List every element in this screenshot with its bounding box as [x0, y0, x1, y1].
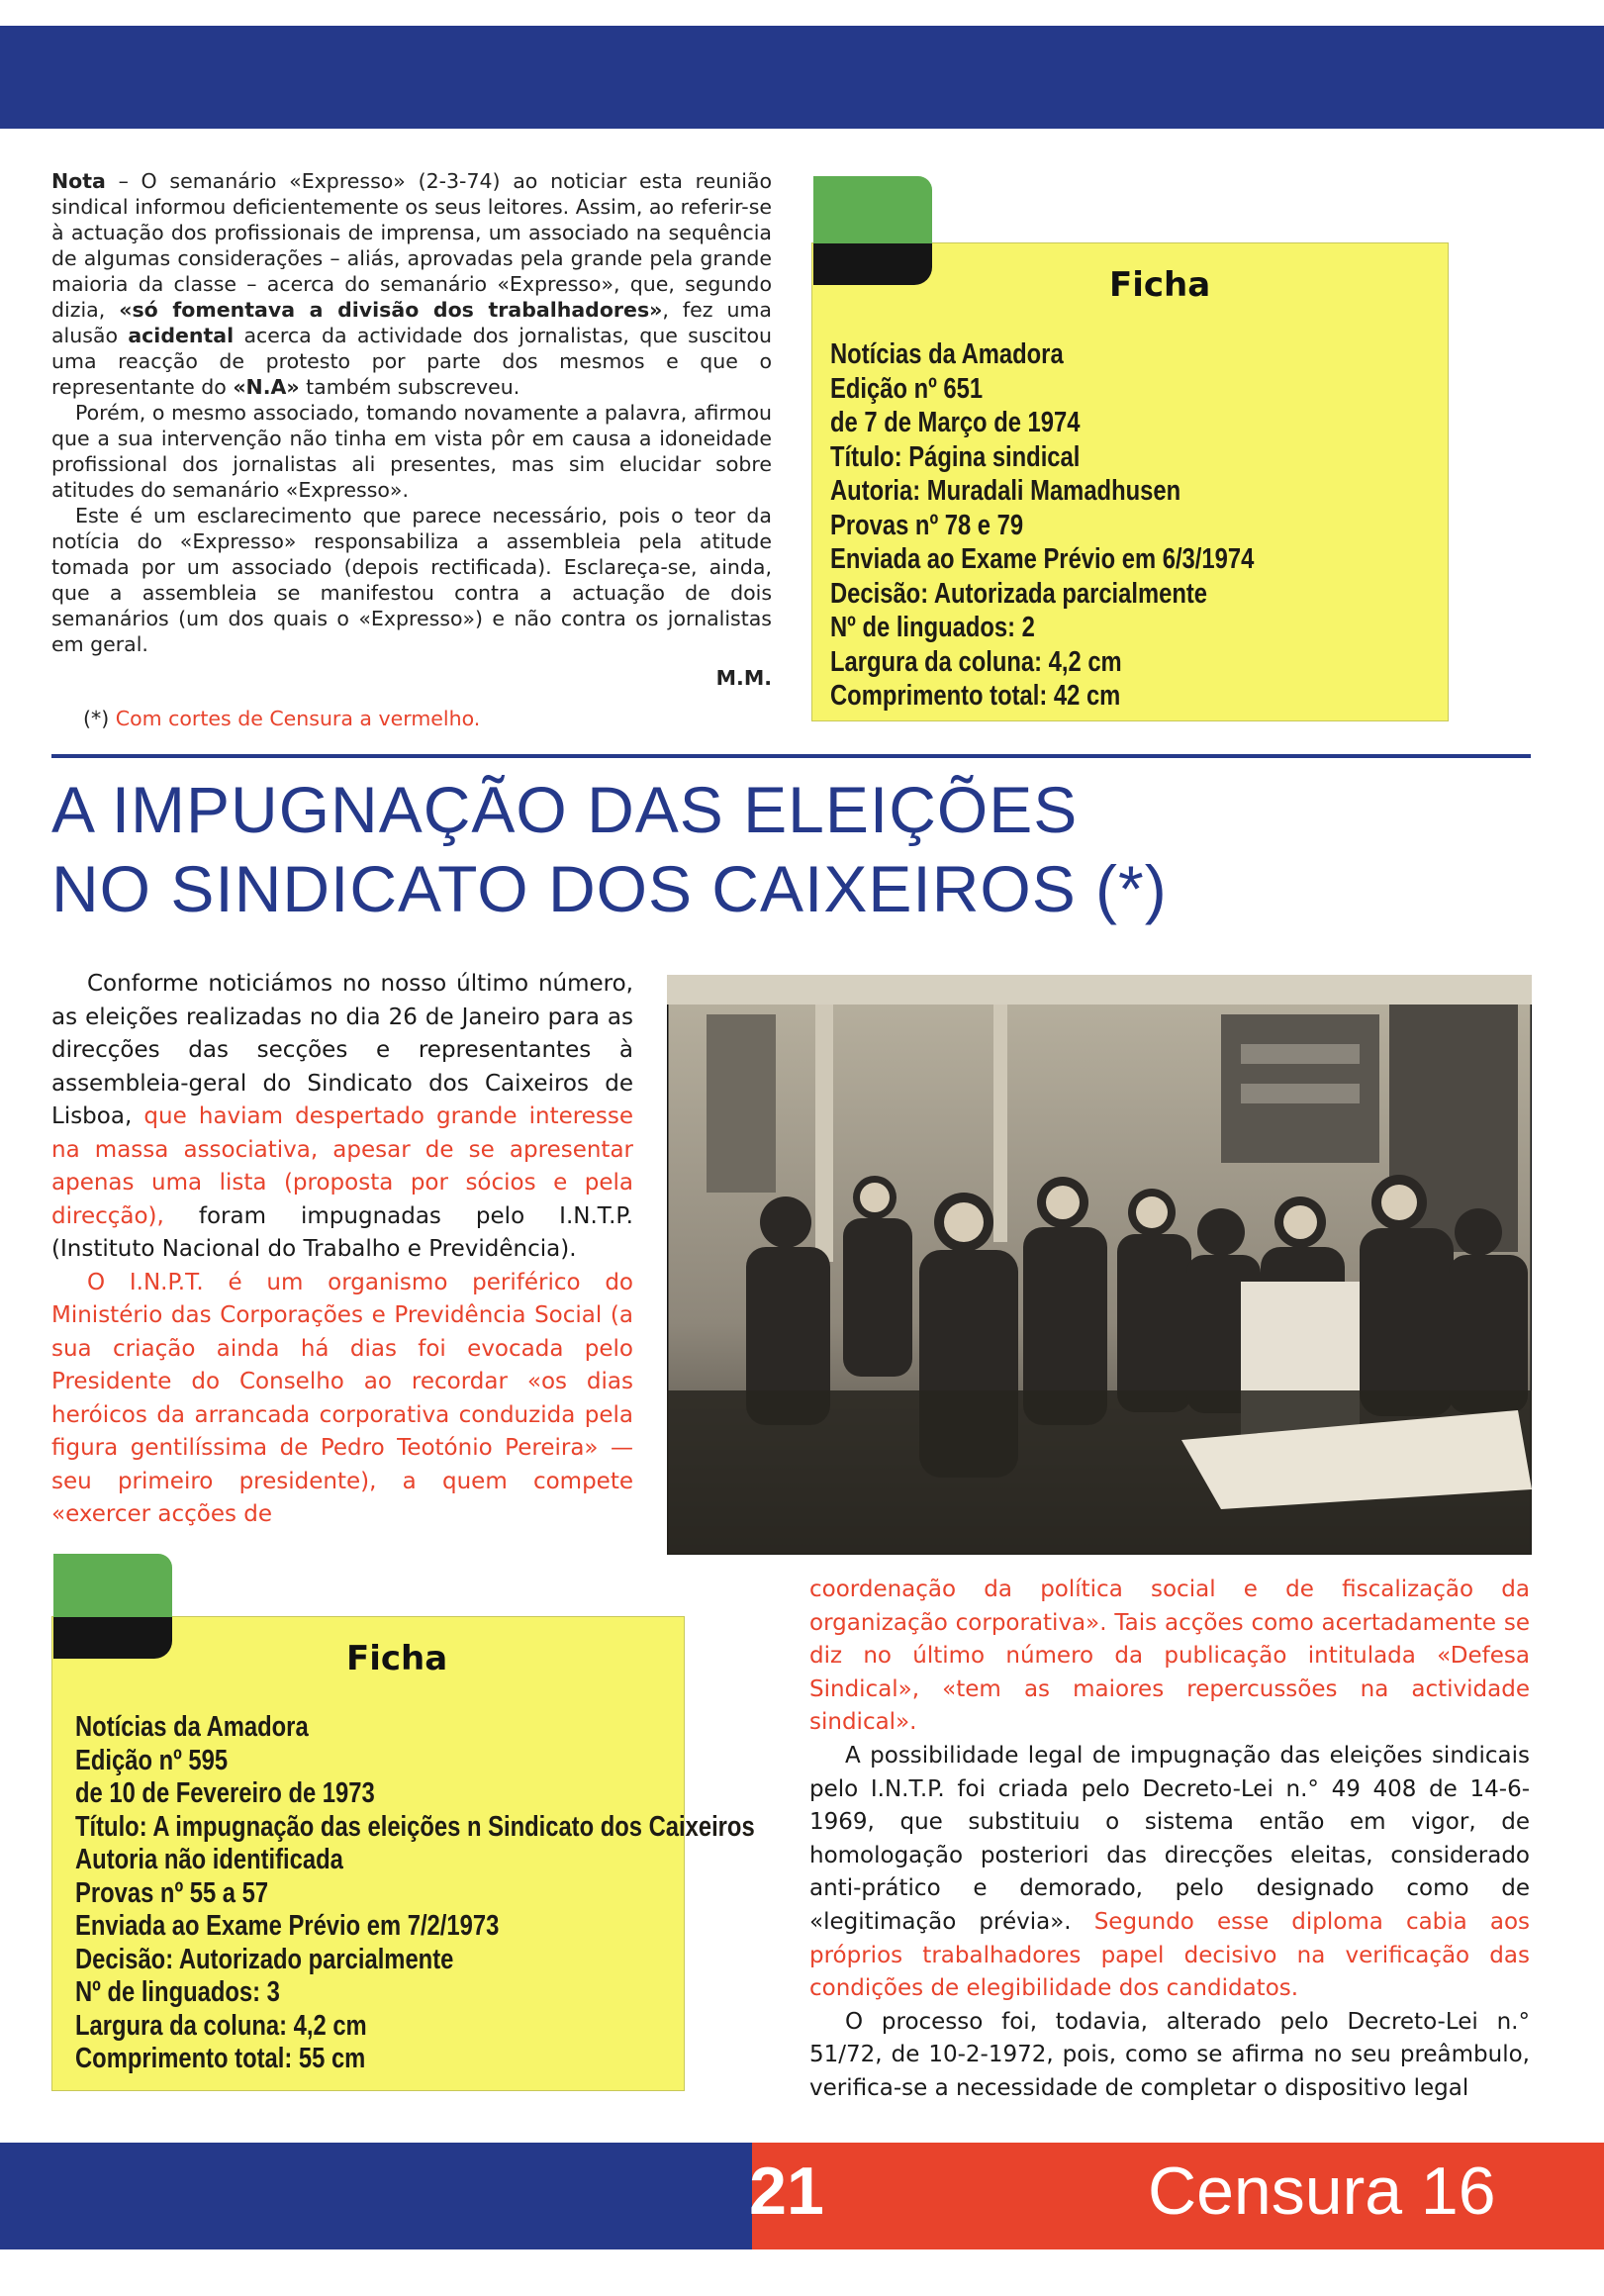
page-footer: [0, 2143, 1604, 2249]
ficha-line: Largura da coluna: 4,2 cm: [830, 645, 1122, 678]
ficha-line: Enviada ao Exame Prévio em 6/3/1974: [830, 543, 1255, 575]
article-column-1: [51, 968, 633, 1532]
ficha-tab-black: [813, 243, 932, 285]
ficha-line: Comprimento total: 42 cm: [830, 680, 1121, 712]
ficha-line: Título: A impugnação das eleições n Sindicato dos Caixeiros: [75, 1810, 755, 1843]
ficha-box-2: [51, 1616, 755, 2091]
ficha-line: Provas nº 78 e 79: [830, 509, 1024, 541]
article-headline: A IMPUGNAÇÃO DAS ELEIÇÕES NO SINDICATO DOS CAIXEIROS (*): [51, 773, 1168, 925]
union-assembly-photo: [667, 975, 1532, 1555]
ficha-details: [75, 1711, 903, 2076]
ficha-line: Provas nº 55 a 57: [75, 1876, 269, 1909]
ficha-line: Enviada ao Exame Prévio em 7/2/1973: [75, 1910, 500, 1942]
ficha-tab-green: [53, 1554, 172, 1617]
ficha-title: Ficha: [346, 1639, 448, 1678]
ficha-line: de 10 de Fevereiro de 1973: [75, 1777, 375, 1809]
ficha-line: Edição nº 651: [830, 372, 984, 405]
note-paragraph-2: Porém, o mesmo associado, tomando novamente a palavra, afirmou que a sua intervenção não tinha em vista pôr em causa a idoneidade profissional dos jornalistas ali presentes, mas sim elucidar sobre atitudes do semanário «Expresso».: [51, 401, 772, 502]
note-paragraph-1: Nota – O semanário «Expresso» (2-3-74) ao noticiar esta reunião sindical informou deficientemente os seus leitores. Assim, ao referir-se à actuação dos profissionais de imprensa, um associado na sequência de algumas considerações – aliás, aprovadas pela grande pela grande maioria da classe – acerca do semanário «Expresso», que, segundo dizia, «só fomentava a divisão dos trabalhadores», fez uma alusão acidental acerca da actividade dos jornalistas, que suscitou uma reacção de protesto por parte dos mesmos e que o representante do «N.A» também subscreveu.: [51, 169, 772, 399]
top-color-bar: [0, 26, 1604, 129]
ficha-line: Largura da coluna: 4,2 cm: [75, 2009, 367, 2042]
ficha-line: Nº de linguados: 2: [830, 612, 1035, 643]
ficha-line: de 7 de Março de 1974: [830, 407, 1081, 438]
ficha-title: Ficha: [1109, 265, 1211, 305]
ficha-line: Edição nº 595: [75, 1744, 229, 1776]
article-paragraph-1: Conforme noticiámos no nosso último número, as eleições realizadas no dia 26 de Janeiro para as direcções das secções e representantes à assembleia-geral do Sindicato dos Caixeiros de Lisboa, que haviam despertado grande interesse na massa associativa, apesar de se apresentar apenas uma lista (proposta por sócios e pela direcção), foram impugnadas pelo I.N.T.P. (Instituto Nacional do Trabalho e Previdência).: [51, 971, 634, 1262]
censorship-footnote: (*) Com cortes de Censura a vermelho.: [83, 707, 481, 730]
article-paragraph-2: O I.N.P.T. é um organismo periférico do Ministério das Corporações e Previdência Social (a sua criação ainda há dias foi evocada pelo Presidente do Conselho ao recordar «os dias heróicos da arrancada corporativa conduzida pela figura gentilíssima de Pedro Teotónio Pereira» — seu primeiro presidente), a quem compete «exercer acções de: [51, 1269, 633, 1527]
ficha-line: Autoria não identificada: [75, 1844, 343, 1875]
page-number: 21: [749, 2153, 824, 2229]
ficha-tab-green: [813, 176, 932, 243]
article-paragraph-3: A possibilidade legal de impugnação das eleições sindicais pelo I.N.T.P. foi criada pelo Decreto-Lei n.° 49 408 de 14-6-1969, que substituiu o sistema então em vigor, de homologação posteriori das direcções eleitas, considerado anti-prático e demorado, pelo designado como de «legitimação prévia». Segundo esse diploma cabia aos próprios trabalhadores papel decisivo na verificação das condições de elegibilidade dos candidatos.: [809, 1742, 1531, 2002]
note-paragraph-3: Este é um esclarecimento que parece necessário, pois o teor da notícia do «Expresso» responsabiliza a assembleia pela atitude tomada por um associado (depois rectificada). Esclareça-se, ainda, que a assembleia se manifestou contra a actuação de dois semanários (um dos quais o «Expresso») e não contra os jornalistas em geral.: [51, 504, 772, 656]
ficha-tab-black: [53, 1617, 172, 1659]
article-paragraph-2-continued: coordenação da política social e de fiscalização da organização corporativa». Tais acções como acertadamente se diz no último número da publicação intitulada «Defesa Sindical», «tem as maiores repercussões na actividade sindical».: [809, 1577, 1530, 1736]
ficha-line: Título: Página sindical: [830, 440, 1081, 473]
note-signature: M.M.: [715, 666, 772, 690]
ficha-line: Decisão: Autorizado parcialmente: [75, 1943, 454, 1975]
ficha-line: Autoria: Muradali Mamadhusen: [830, 475, 1181, 507]
note-section: [51, 168, 772, 730]
ficha-line: Nº de linguados: 3: [75, 1976, 280, 2008]
article-column-2: [809, 1574, 1530, 2106]
ficha-line: Decisão: Autorizada parcialmente: [830, 577, 1208, 610]
ficha-line: Notícias da Amadora: [830, 338, 1064, 370]
ficha-details: [830, 337, 1347, 714]
publication-name: Censura 16: [1148, 2153, 1496, 2229]
section-divider: [51, 754, 1531, 758]
ficha-box-1: [811, 242, 1449, 721]
article-paragraph-4: O processo foi, todavia, alterado pelo Decreto-Lei n.° 51/72, de 10-2-1972, pois, como se afirma no seu preâmbulo, verifica-se a necessidade de completar o dispositivo legal: [809, 2008, 1530, 2101]
footer-blue-band: [0, 2143, 752, 2249]
ficha-line: Notícias da Amadora: [75, 1711, 309, 1743]
ficha-line: Comprimento total: 55 cm: [75, 2043, 366, 2074]
